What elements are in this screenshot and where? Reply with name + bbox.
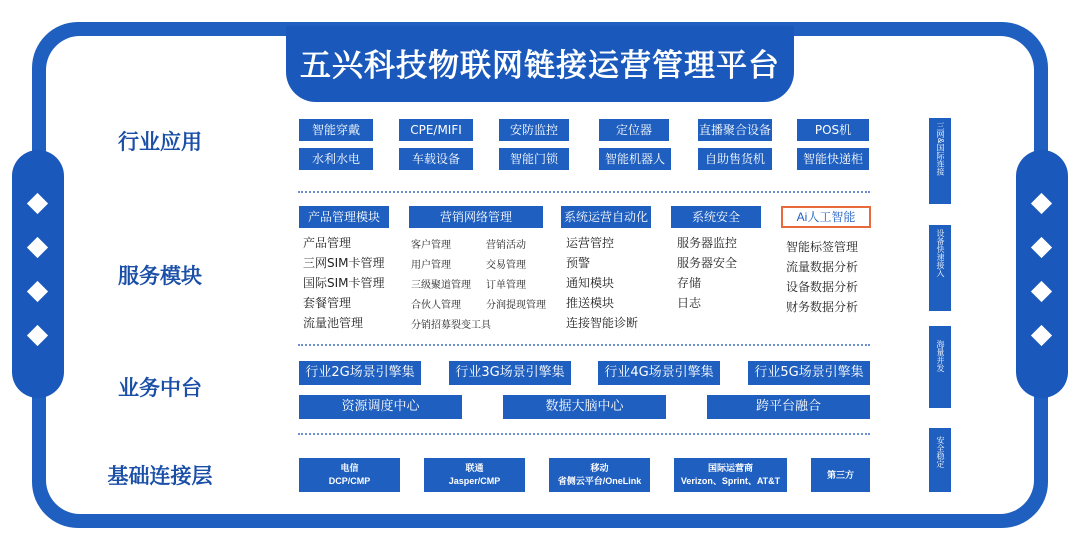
module-header-ai: Ai人工智能 xyxy=(781,206,871,228)
left-side-tab xyxy=(12,150,64,398)
feature-bar-text: 三网&国际连接 xyxy=(936,122,945,176)
module-header-product: 产品管理模块 xyxy=(299,206,389,228)
engine-item: 行业2G场景引擎集 xyxy=(299,361,421,385)
feature-bar xyxy=(929,428,951,492)
carrier-item xyxy=(674,458,787,492)
module-item: 产品管理 xyxy=(303,236,352,250)
page-title: 五兴科技物联网链接运营管理平台 xyxy=(300,48,780,84)
module-item: 营销活动 xyxy=(486,240,526,251)
module-item: 存储 xyxy=(677,276,702,290)
diamond-icon xyxy=(27,325,48,346)
diamond-icon xyxy=(1031,281,1052,302)
module-item: 国际SIM卡管理 xyxy=(303,276,385,290)
diamond-icon xyxy=(1031,237,1052,258)
module-item: 服务器监控 xyxy=(677,236,738,250)
diamond-icon xyxy=(27,281,48,302)
engine-item: 行业5G场景引擎集 xyxy=(748,361,870,385)
diamond-icon xyxy=(27,193,48,214)
module-item: 用户管理 xyxy=(411,260,451,271)
module-item: 三网SIM卡管理 xyxy=(303,256,385,270)
row-label-base: 基础连接层 xyxy=(107,464,213,488)
module-item: 流量池管理 xyxy=(303,316,364,330)
engine-item: 行业3G场景引擎集 xyxy=(449,361,571,385)
module-item: 分销招募裂变工具 xyxy=(411,320,491,331)
industry-app-item: 定位器 xyxy=(599,119,669,141)
industry-app-item: 智能穿戴 xyxy=(299,119,373,141)
module-item: 流量数据分析 xyxy=(786,260,859,274)
feature-bar-text: 海量并发 xyxy=(936,340,945,372)
industry-app-item: 智能门锁 xyxy=(499,148,569,170)
feature-bar xyxy=(929,225,951,311)
carrier-platform: Jasper/CMP xyxy=(448,476,501,486)
module-item: 财务数据分析 xyxy=(786,300,859,314)
row-label-service: 服务模块 xyxy=(118,264,202,288)
center-item: 跨平台融合 xyxy=(707,395,870,419)
module-header-marketing: 营销网络管理 xyxy=(409,206,543,228)
module-item: 智能标签管理 xyxy=(786,240,859,254)
carrier-item xyxy=(549,458,650,492)
module-item: 交易管理 xyxy=(486,260,526,271)
module-item: 推送模块 xyxy=(566,296,615,310)
industry-app-item: 车载设备 xyxy=(399,148,473,170)
feature-bar-text: 安全稳定 xyxy=(936,436,945,468)
module-item: 订单管理 xyxy=(486,280,526,291)
row-label-industry: 行业应用 xyxy=(118,130,202,154)
carrier-name: 联通 xyxy=(465,463,484,473)
industry-app-item: 自助售货机 xyxy=(698,148,772,170)
industry-app-item: 智能机器人 xyxy=(599,148,671,170)
engine-item: 行业4G场景引擎集 xyxy=(598,361,720,385)
module-item: 设备数据分析 xyxy=(786,280,859,294)
diamond-icon xyxy=(1031,193,1052,214)
module-item: 合伙人管理 xyxy=(411,300,461,311)
separator xyxy=(298,344,870,346)
industry-app-item: 智能快递柜 xyxy=(797,148,869,170)
feature-bar xyxy=(929,118,951,204)
separator xyxy=(298,433,870,435)
module-item: 连接智能诊断 xyxy=(566,316,639,330)
diamond-icon xyxy=(1031,325,1052,346)
feature-bar xyxy=(929,326,951,408)
row-label-middle: 业务中台 xyxy=(118,376,202,400)
module-header-ops: 系统运营自动化 xyxy=(561,206,651,228)
module-item: 服务器安全 xyxy=(677,256,738,270)
module-item: 分润提现管理 xyxy=(486,300,546,311)
module-item: 通知模块 xyxy=(566,276,615,290)
feature-bar-text: 设备快速接入 xyxy=(936,229,945,277)
center-item: 数据大脑中心 xyxy=(503,395,666,419)
industry-app-item: POS机 xyxy=(797,119,869,141)
industry-app-item: 直播聚合设备 xyxy=(698,119,772,141)
right-side-tab xyxy=(1016,150,1068,398)
industry-app-item: 安防监控 xyxy=(499,119,569,141)
carrier-name: 移动 xyxy=(590,463,609,473)
module-item: 客户管理 xyxy=(411,240,451,251)
separator xyxy=(298,191,870,193)
diamond-icon xyxy=(27,237,48,258)
module-item: 日志 xyxy=(677,296,702,310)
carrier-item xyxy=(299,458,400,492)
module-item: 运营管控 xyxy=(566,236,615,250)
carrier-platform: DCP/CMP xyxy=(328,476,371,486)
module-item: 套餐管理 xyxy=(303,296,352,310)
carrier-platform: Verizon、Sprint、AT&T xyxy=(680,476,781,486)
carrier-name: 电信 xyxy=(340,463,359,473)
carrier-name: 第三方 xyxy=(826,470,854,480)
module-item: 预警 xyxy=(566,256,591,270)
carrier-item xyxy=(424,458,525,492)
industry-app-item: 水利水电 xyxy=(299,148,373,170)
module-header-security: 系统安全 xyxy=(671,206,761,228)
industry-app-item: CPE/MIFI xyxy=(399,119,473,141)
carrier-name: 国际运营商 xyxy=(707,463,753,473)
carrier-platform: 省侧云平台/OneLink xyxy=(557,476,642,486)
carrier-item xyxy=(811,458,870,492)
module-item: 三级聚道管理 xyxy=(411,280,471,291)
center-item: 资源调度中心 xyxy=(299,395,462,419)
